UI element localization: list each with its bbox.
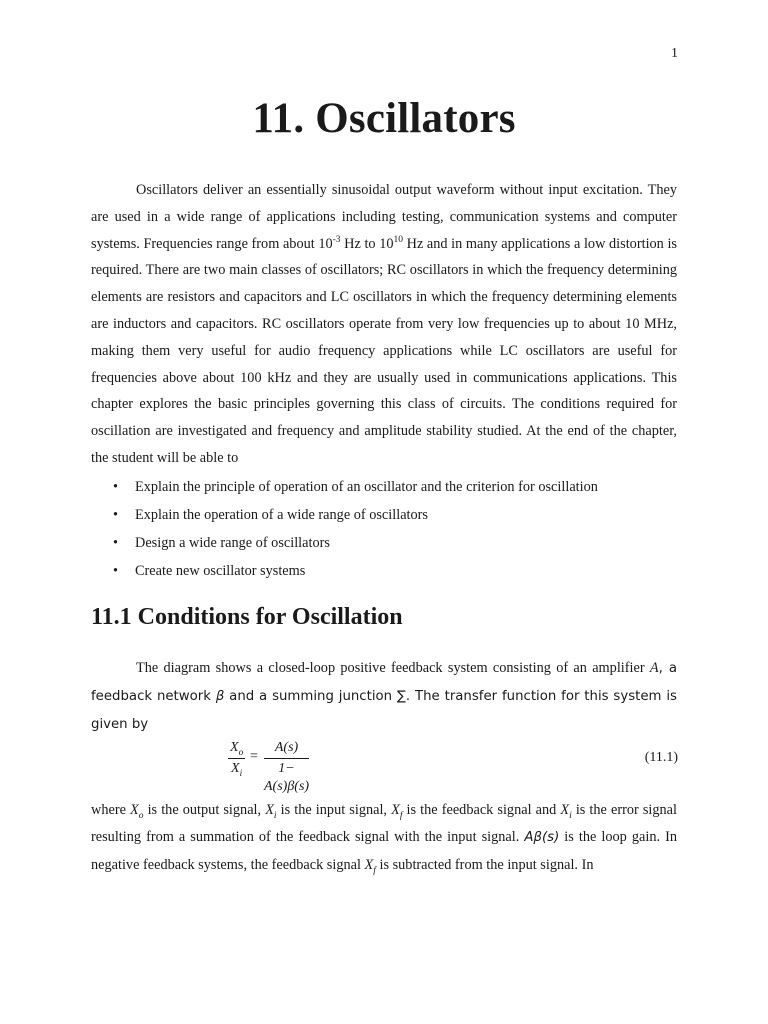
exponent-low: -3 <box>332 234 341 245</box>
list-item <box>91 473 598 501</box>
desc-text-2: is the output signal, <box>143 802 266 818</box>
intro-paragraph <box>91 177 677 472</box>
symbol-beta: β <box>215 688 225 704</box>
lhs-num-subscript: o <box>238 747 244 758</box>
symbol-xo <box>130 802 144 821</box>
list-item <box>91 557 598 585</box>
xo-symbol: X <box>130 802 139 818</box>
section-paragraph <box>91 655 677 738</box>
objectives-list <box>91 473 598 585</box>
xe-subscript: i <box>569 810 572 821</box>
rhs-denominator: 1− A(s)β(s) <box>264 761 310 794</box>
lhs-denominator <box>228 759 245 778</box>
xf2-subscript: f <box>373 865 376 876</box>
section-text-2: , a feedback network <box>91 661 677 704</box>
section-text-1: The diagram shows a closed-loop positive feedback system consisting of an amplifier <box>136 660 650 676</box>
symbol-xi <box>265 802 277 821</box>
desc-text-3: is the input signal, <box>276 802 392 818</box>
xi-subscript: i <box>273 810 277 821</box>
bullet-icon: • <box>113 535 119 551</box>
xe-symbol: X <box>560 802 570 818</box>
bullet-icon: • <box>113 479 119 495</box>
list-item <box>91 501 598 529</box>
list-item-text: Design a wide range of oscillators <box>135 535 330 551</box>
exponent-high: 10 <box>393 234 403 245</box>
desc-text-4: is the feedback signal and <box>402 802 561 818</box>
section-title: 11.1 Conditions for Oscillation <box>91 604 403 630</box>
list-item-text: Create new oscillator systems <box>135 563 306 579</box>
xf2-symbol: X <box>364 856 374 873</box>
symbol-xf2 <box>364 856 376 876</box>
intro-text-1: Oscillators deliver an essentially sinusoidal output waveform without input excitation. They are used in a wide range of applications including testing, communication systems and computer systems. Frequencies range from about 10 <box>91 182 677 252</box>
desc-text-1: where <box>91 802 131 818</box>
list-item-text: Explain the operation of a wide range of oscillators <box>135 507 428 523</box>
lhs-den-symbol: X <box>231 761 240 776</box>
desc-text-7: is subtracted from the input signal. In <box>375 856 594 873</box>
lhs-den-subscript: i <box>239 768 243 779</box>
chapter-title: 11. Oscillators <box>252 95 516 142</box>
symbol-amplifier: A <box>649 660 659 676</box>
xf-subscript: f <box>399 810 403 821</box>
list-item <box>91 529 598 557</box>
rhs-fraction <box>264 739 309 796</box>
lhs-numerator <box>228 739 245 759</box>
symbol-xf <box>391 802 403 821</box>
signal-description-paragraph <box>91 797 677 878</box>
symbol-loop-gain: Aβ(s) <box>524 829 560 845</box>
desc-text-5: is the error signal resulting from a summation of the feedback signal with the input signal. <box>91 802 677 845</box>
xo-subscript: o <box>138 810 144 821</box>
lhs-num-symbol: X <box>230 740 239 755</box>
intro-text-3: Hz and in many applications a low distortion is required. There are two main classes of oscillators; RC oscillators in which the frequency determining elements are resistors and capacitors and LC oscillators in which the frequency determining elements are inductors and capacitors. RC oscillators operate from very low frequencies up to about 10 MHz, making them very useful for audio frequency applications while LC oscillators are useful for frequencies above about 100 kHz and they are usually used in communications applications. This chapter explores the basic principles governing this class of circuits. The conditions required for oscillation are investigated and frequency and amplitude stability studied. At the end of the chapter, the student will be able to <box>91 235 677 466</box>
bullet-icon: • <box>113 563 119 579</box>
list-item-text: Explain the principle of operation of an oscillator and the criterion for oscillation <box>135 479 598 495</box>
xf-symbol: X <box>391 802 400 818</box>
symbol-sum: ∑ <box>396 688 406 704</box>
section-text-4: . The transfer function for this system is given by <box>91 688 677 732</box>
bullet-icon: • <box>113 507 119 523</box>
section-text-3: and a summing junction <box>224 688 397 704</box>
equals-sign: = <box>250 749 258 764</box>
xi-symbol: X <box>265 802 274 818</box>
desc-text-6: is the loop gain. In negative feedback systems, the feedback signal <box>91 828 678 873</box>
rhs-numerator: A(s) <box>264 739 309 759</box>
symbol-xe <box>560 802 572 821</box>
page-number: 1 <box>671 46 678 61</box>
equation-number: (11.1) <box>644 750 678 765</box>
intro-text-2: Hz to 10 <box>340 235 394 252</box>
lhs-fraction <box>228 739 245 778</box>
